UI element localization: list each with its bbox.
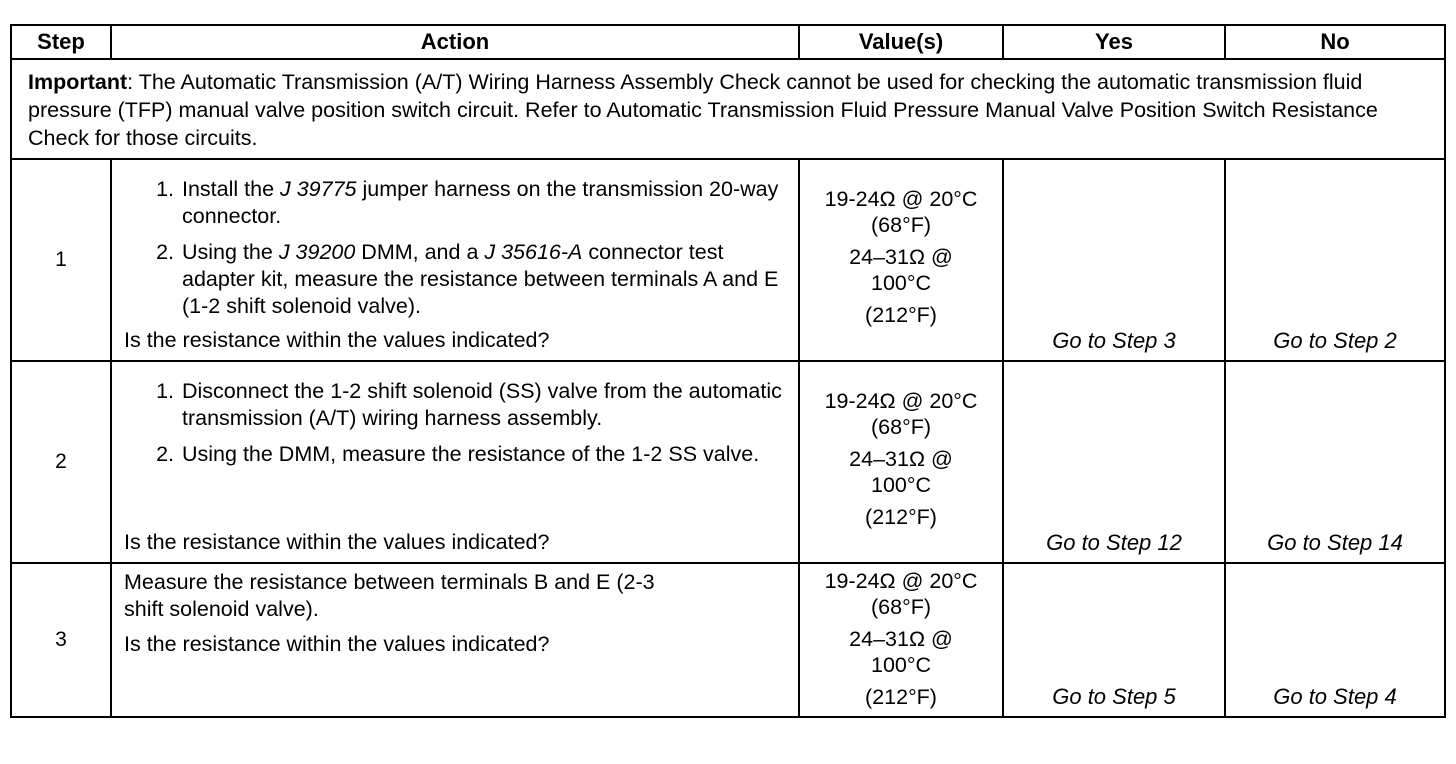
step-number: 3: [11, 563, 111, 717]
action-cell: [111, 563, 799, 717]
diagnostic-table: [10, 24, 1446, 718]
action-question: Is the resistance within the values indicated?: [124, 328, 550, 352]
values-cell: 19-24Ω @ 20°C (68°F) 24–31Ω @ 100°C (212°F): [799, 361, 1003, 563]
step-number: 1: [11, 159, 111, 361]
action-instruction: 2. Using the DMM, measure the resistance of the 1-2 SS valve.: [180, 441, 798, 468]
important-label: Important: [28, 70, 128, 94]
values-cell: 19-24Ω @ 20°C (68°F) 24–31Ω @ 100°C (212°F): [799, 159, 1003, 361]
tool-reference: J 39775: [280, 177, 357, 201]
tool-reference: J 35616-A: [484, 240, 583, 264]
yes-result: Go to Step 3: [1003, 159, 1225, 361]
action-question: Is the resistance within the values indicated?: [124, 530, 550, 554]
action-question: Is the resistance within the values indicated?: [124, 632, 550, 656]
important-note: [11, 59, 1445, 159]
important-row: [11, 59, 1445, 159]
yes-result: Go to Step 12: [1003, 361, 1225, 563]
header-values: Value(s): [799, 25, 1003, 59]
action-instruction: 1. Install the J 39775 jumper harness on the transmission 20-way connector.: [180, 176, 798, 230]
values-cell: 19-24Ω @ 20°C (68°F) 24–31Ω @ 100°C (212°F): [799, 563, 1003, 717]
header-no: No: [1225, 25, 1445, 59]
step-number: 2: [11, 361, 111, 563]
action-instruction: 1. Disconnect the 1-2 shift solenoid (SS) valve from the automatic transmission (A/T) wiring harness assembly.: [180, 378, 798, 432]
header-action: Action: [111, 25, 799, 59]
table-row: [11, 563, 1445, 717]
table-row: [11, 159, 1445, 361]
tool-reference: J 39200: [278, 240, 356, 264]
table-row: [11, 361, 1445, 563]
header-yes: Yes: [1003, 25, 1225, 59]
action-instruction: Measure the resistance between terminals B and E (2-3 shift solenoid valve).: [124, 570, 655, 621]
no-result: Go to Step 4: [1225, 563, 1445, 717]
no-result: Go to Step 14: [1225, 361, 1445, 563]
header-step: Step: [11, 25, 111, 59]
no-result: Go to Step 2: [1225, 159, 1445, 361]
important-text: : The Automatic Transmission (A/T) Wiring Harness Assembly Check cannot be used for checking the automatic transmission fluid pressure (TFP) manual valve position switch circuit. Refer to Automatic Transmission Fluid Pressure Manual Valve Position Switch Resistance Check for those circuits.: [28, 70, 1378, 150]
header-row: [11, 25, 1445, 59]
action-cell: [111, 159, 799, 361]
action-cell: [111, 361, 799, 563]
yes-result: Go to Step 5: [1003, 563, 1225, 717]
action-instruction: 2. Using the J 39200 DMM, and a J 35616-A connector test adapter kit, measure the resistance between terminals A and E (1-2 shift solenoid valve).: [180, 239, 798, 320]
